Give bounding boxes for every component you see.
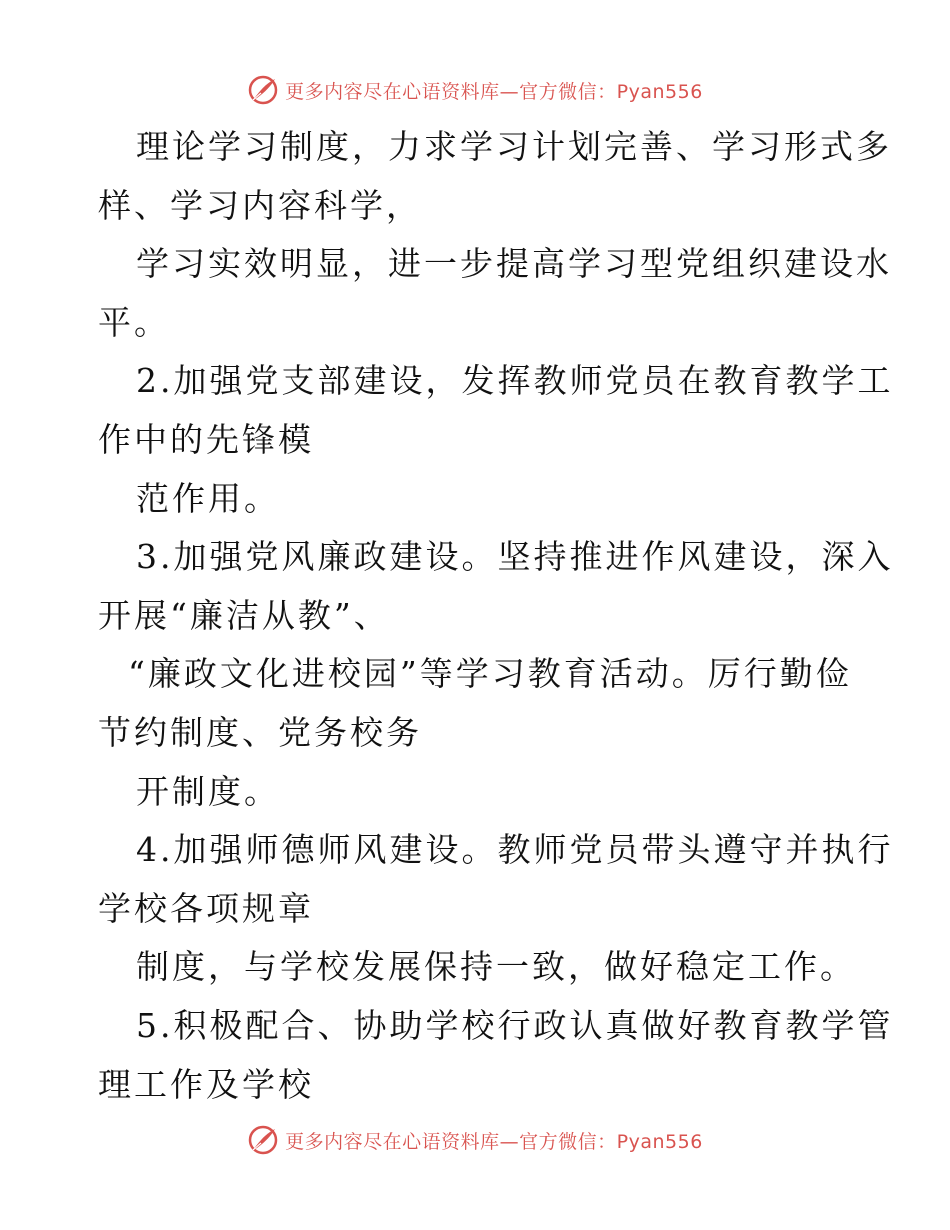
text-line: 范作用。 [136,478,280,518]
footer-banner [0,1120,950,1160]
text-line: 3.加强党风廉政建设。坚持推进作风建设，深入 [136,537,894,577]
text-line: 开展“廉洁从教”、 [98,595,390,635]
text-line: 平。 [98,302,170,342]
footer-banner-contact-text: —官方微信：Pyan556 [499,1130,703,1153]
document-body [98,118,894,1114]
text-line: 5.积极配合、协助学校行政认真做好教育教学管 [136,1005,894,1045]
text-line: 作中的先锋模 [98,419,314,459]
header-banner [0,70,950,110]
text-line: 制度，与学校发展保持一致，做好稳定工作。 [136,947,856,987]
quill-logo-icon [247,74,279,106]
text-line: “廉政文化进校园”等学习教育活动。厉行勤俭 [128,654,852,694]
text-line: 开制度。 [136,771,280,811]
header-banner-main-text: 更多内容尽在心语资料库 [285,80,500,103]
text-line: 理工作及学校 [98,1064,314,1104]
text-line: 4.加强师德师风建设。教师党员带头遵守并执行 [136,830,894,870]
text-line: 样、学习内容科学， [98,185,422,225]
text-line: 学校各项规章 [98,888,314,928]
quill-logo-icon [247,1124,279,1156]
header-banner-contact-text: —官方微信：Pyan556 [499,80,703,103]
text-line: 学习实效明显，进一步提高学习型党组织建设水 [136,244,892,284]
text-line: 理论学习制度，力求学习计划完善、学习形式多 [136,127,892,166]
footer-banner-main-text: 更多内容尽在心语资料库 [285,1130,500,1153]
text-line: 节约制度、党务校务 [98,712,422,752]
text-line: 2.加强党支部建设，发挥教师党员在教育教学工 [136,361,894,401]
